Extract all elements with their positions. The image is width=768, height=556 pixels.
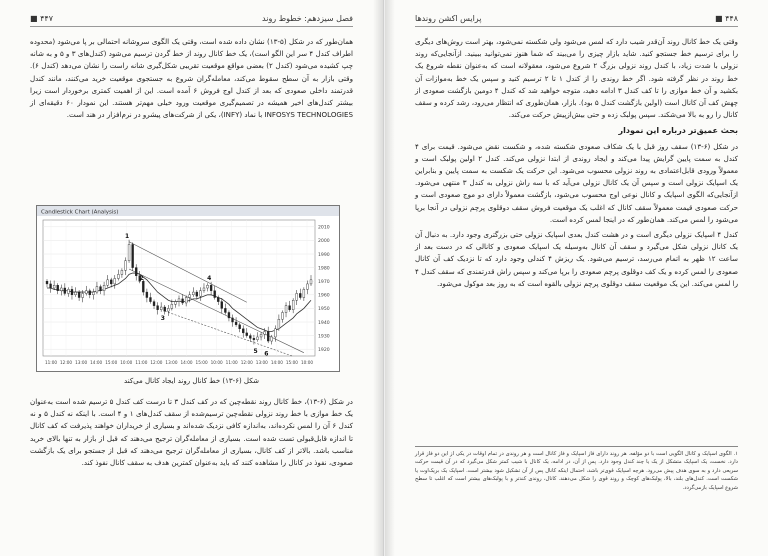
- paragraph: در شکل (۶-۱۳)، خط کانال روند نقطه‌چین که در کف کندل ۳ تا درست کف کندل ۵ ترسیم شده است به‌عنوان یک خط موازی با خط روند نزولی نقطه‌چین ترسیم‌شده از سقف کندل‌های ۱ و ۴ است. با اینکه نه کندل ۵ و نه کندل ۶ آن را لمس نکرده‌اند، به‌اندازه کافی نزدیک شده‌اند و بسیاری از خریداران خواهند پذیرفت که کف کانال تا اندازه قابل‌قبولی تست شده است. بسیاری از معامله‌گران ترجیح می‌دهند که قبل از بازار به تنها بالای خرید مناسب باشد. بالاتر از کف کانال، بسیاری از معامله‌گران ترجیح می‌دهند که قبل از جستجو برای یک بازگشت صعودی، نفوذ در کانال را مشاهده کنند که باید به‌عنوان کمترین هدف به سقف کانال نفوذ کند.: [30, 397, 354, 468]
- candle: [274, 329, 276, 337]
- candle: [171, 304, 173, 308]
- x-tick-label: 10:00: [210, 360, 223, 365]
- right-page: [384, 0, 768, 556]
- candle: [235, 322, 237, 325]
- paragraph: وقتی یک خط کانال روند آن‌قدر شیب دارد که لمس می‌شود ولی شکسته نمی‌شود، بهتر است روش‌های دیگری را برای ترسیم خط جستجو کنید. شاید بازار چیزی را می‌بیند که شما هنوز نمی‌توانید ببینید. ازآنجایی‌که روند نزولی با شدت زیاد، با کندل روند نزولی بزرگ ۲ شروع می‌شود، معقولانه است که به‌عنوان نقطه شروع یک خط روند در نظر گرفته شود. اگر خط روندی را از کندل ۱ تا ۲ ترسیم کنید و سپس یک خط به‌موازات آن بکشید و آن خط موازی را تا کف کندل ۳ ادامه دهید، متوجه خواهید شد که کندل ۴ دومین بازگشت صعودی از چهش کف آن کانال است (اولین بازگشت کندل ۵ بود). بازار، همان‌طوری که انتظار می‌رود، رشد کرده و سقف کانال را رو به بالا می‌شکند. سپس پولبک زده و حتی بیش‌ازپیش حرکت می‌کند.: [415, 37, 738, 120]
- candle: [207, 285, 209, 288]
- candle: [249, 336, 251, 339]
- candlestick-chart-figure: [36, 205, 340, 372]
- candle: [57, 285, 59, 290]
- swing-point-label: 3: [160, 315, 165, 323]
- candle: [167, 308, 169, 311]
- candle: [260, 334, 262, 337]
- candle: [128, 244, 130, 260]
- candle: [53, 285, 55, 288]
- candle: [110, 280, 112, 284]
- candle: [107, 280, 109, 285]
- candle: [196, 292, 198, 296]
- y-tick-label: 1970: [318, 280, 330, 285]
- x-tick-label: 12:00: [150, 360, 163, 365]
- x-tick-label: 15:00: [195, 360, 208, 365]
- candle: [278, 319, 280, 329]
- x-tick-label: 10:00: [300, 360, 314, 365]
- x-tick-label: 12:00: [60, 360, 73, 365]
- candle: [292, 300, 294, 310]
- candle: [214, 291, 216, 298]
- x-tick-label: 11:00: [44, 360, 58, 365]
- candle: [296, 293, 298, 300]
- candle: [232, 318, 234, 322]
- left-page-text: [30, 36, 353, 124]
- candle: [185, 298, 187, 303]
- candlestick-chart: [37, 206, 339, 371]
- candle: [114, 278, 116, 283]
- left-page-text-after-figure: [30, 396, 353, 472]
- right-page-header: [415, 14, 738, 27]
- section-heading: بحث عمیق‌تر درباره این نمودار: [618, 126, 738, 136]
- candle: [253, 338, 255, 339]
- candle: [117, 274, 119, 278]
- x-tick-label: 15:00: [285, 360, 298, 365]
- candle: [310, 280, 312, 284]
- left-page-header: [30, 14, 353, 27]
- candle: [82, 293, 84, 297]
- page-gutter-shadow: [373, 0, 383, 556]
- candle: [221, 302, 223, 309]
- candle: [146, 292, 148, 297]
- candle: [239, 325, 241, 329]
- candle: [217, 298, 219, 302]
- x-tick-label: 11:00: [135, 360, 148, 365]
- candle: [100, 287, 102, 291]
- candle: [271, 337, 273, 341]
- candle: [174, 302, 176, 305]
- figure-caption: شکل (۶-۱۳) خط کانال روند ایجاد کانال می‌کند: [124, 377, 259, 385]
- swing-point-label: 6: [264, 350, 269, 358]
- page-number: ۴۴۸ ■: [715, 14, 738, 23]
- candle: [89, 291, 91, 295]
- x-tick-label: 13:00: [75, 360, 88, 365]
- candle: [153, 302, 155, 306]
- x-tick-label: 13:00: [165, 360, 178, 365]
- paragraph: همان‌طور که در شکل (۵-۱۳) نشان داده شده است، وقتی یک الگوی سروشانه احتمالی بر پا می‌شود (محدوده اطراف کندل ۴ سر این الگو است)، یک خط کانال روند از خط گردن ترسیم می‌شود (کندل‌های ۳ و ۵ و به شانه چپ کشیده می‌شود (کندل ۲) بعضی مواقع موقعیت تقریبی شکل‌گیری شانه راست را نشان می‌دهد (کندل ۶). وقتی بازار به آن سطح سقوط می‌کند، معامله‌گران شروع به جستجوی موقعیت خرید می‌کنند، مانند کندل قدرتمند داخلی صعودی که بعد از کندل اوج فروش ۶ آمده است. این از اهمیت کمتری برخوردار است زیرا بیشتر کندل‌های اخیر همیشه در تصمیم‌گیری موقعیت ورود خیلی مهم‌تر هستند. این نمودار ۶۰ دقیقه‌ای از INFOSYS TECHNOLOGIES با نماد (INFY)، یکی از شرکت‌های پیشرو در نرم‌افزار در هند است.: [30, 37, 353, 120]
- candle: [199, 291, 201, 296]
- candle: [242, 329, 244, 333]
- candle: [50, 284, 52, 288]
- chart-header: Candlestick Chart (Analysis): [41, 209, 119, 216]
- candle: [142, 281, 144, 292]
- candle: [281, 312, 283, 319]
- page-gutter-shadow: [385, 0, 395, 556]
- candle: [96, 287, 98, 292]
- candle: [103, 285, 105, 290]
- candle: [160, 307, 162, 310]
- candle: [164, 307, 166, 311]
- candle: [192, 292, 194, 295]
- candle: [64, 288, 66, 293]
- candle: [46, 281, 48, 284]
- footnote: ۱. الگوی اسپایک و کانال الگویی است با دو مؤلفه. هر روند دارای فاز اسپایک و فاز کانال است و هر روندی در تمام اوقات در یکی از این دو فاز قرار دارد. نخست، یک اسپایک متشکل از یک یا چند کندل وجود دارد. پس از آن، در ادامه، یک کانال با شیب کمتر شکل می‌گیرد که در آن قیمت حرکت سریعی دارد و به سوی هدف پیش می‌رود. هرچه اسپایک قوی‌تر باشد، احتمال اینکه کانال پس از آن تشکیل شود بیشتر است. اسپایک یک بریک‌اوت یا شکست است. کندل‌های بلند، بالا، پولبک‌های کوچک و روند قوی را شکل می‌دهند. کانال، روندی کندتر و با پولبک‌های بیشتر است که اغلب تا سطح شروع اسپایک بازمی‌گردد.: [415, 446, 738, 492]
- swing-point-label: 1: [125, 232, 130, 240]
- swing-point-label: 5: [253, 347, 258, 355]
- candle: [267, 332, 269, 342]
- x-tick-label: 10:00: [120, 360, 133, 365]
- y-tick-label: 2000: [318, 239, 330, 245]
- x-tick-label: 12:00: [240, 360, 253, 365]
- y-tick-label: 1920: [318, 348, 330, 353]
- running-title: فصل سیزدهم: خطوط روند: [262, 14, 353, 23]
- x-tick-label: 14:00: [90, 360, 103, 365]
- candle: [306, 284, 308, 289]
- candle: [289, 306, 291, 310]
- candle: [285, 306, 287, 313]
- x-tick-label: 14:00: [270, 360, 283, 365]
- candle: [203, 288, 205, 291]
- x-tick-label: 11:00: [225, 360, 238, 365]
- candle: [189, 295, 191, 298]
- right-page-text: [415, 36, 738, 293]
- candle: [299, 293, 301, 297]
- running-title: پرایس اکشن روندها: [415, 14, 482, 23]
- candle: [257, 337, 259, 340]
- candle: [178, 299, 180, 302]
- swing-point-label: 4: [207, 274, 212, 282]
- y-tick-label: 1940: [318, 320, 330, 326]
- candle: [75, 292, 77, 295]
- y-tick-label: 1930: [318, 334, 330, 340]
- candle: [182, 299, 184, 303]
- candle: [224, 308, 226, 312]
- candle: [67, 289, 69, 293]
- candle: [303, 289, 305, 297]
- candle: [60, 288, 62, 291]
- x-tick-label: 13:00: [255, 360, 268, 365]
- candle: [135, 268, 137, 276]
- y-tick-label: 1960: [318, 293, 330, 299]
- page-number: ۴۴۷ ■: [30, 14, 53, 23]
- x-tick-label: 14:00: [180, 360, 193, 365]
- candle: [71, 289, 73, 294]
- x-tick-label: 15:00: [105, 360, 118, 365]
- y-tick-label: 2010: [318, 225, 330, 231]
- y-tick-label: 1950: [318, 307, 330, 313]
- y-tick-label: 1990: [318, 252, 330, 258]
- candle: [210, 285, 212, 290]
- y-tick-label: 1980: [318, 266, 330, 272]
- candle: [78, 292, 80, 297]
- swing-point-label: 2: [139, 274, 144, 282]
- candle: [157, 306, 159, 310]
- candle: [228, 312, 230, 317]
- paragraph: در شکل (۶-۱۳) سقف روز قبل با یک شکاف صعودی شکسته شده، و شکست نقض می‌شود. قیمت برای ۴ کندل به سمت پایین گرایش پیدا می‌کند و ایجاد روندی از ابتدا نزولی می‌کند. کندل ۲ اولین پولبک است و معمولاً ورودی قابل‌اعتمادی به روند نزولی محسوب می‌شود. این حرکت یک شکست به سمت پایین و بنابراین یک اسپایک نزولی است و سپس آن یک کانال نزولی می‌آید که با سه راش نزولی به کندل ۳ منتهی می‌شود. ازآنجایی‌که الگوی اسپایک و کانال نوعی اوج محسوب می‌شود، بازگشت معمولاً دارای دو موج صعودی است و حرکت صعودی قیمت معمولاً سقف کانال که اغلب یک موقعیت فروش سقف دوقلوی پرچم نزولی در آنجا برپا می‌شود را لمس می‌کند. همان‌طور که در اینجا لمس کرده است.: [415, 141, 738, 224]
- paragraph: کندل ۴ اسپایک نزولی دیگری است و در هشت کندل بعدی اسپایک نزولی حتی بزرگتری وجود دارد. به دنبال آن یک کانال نزولی شکل می‌گیرد و سقف آن کانال به‌وسیله یک اسپایک صعودی و کانالی که در دست بعد از ساعت ۱۲ ظهر به اتمام می‌رسد، ترسیم می‌شود. یک ریزش ۴ کندلی وجود دارد که تا نزدیک کف آن کانال صعودی را لمس کرده و یک کف دوقلوی پرچم صعودی را برپا می‌کند و سپس راش قدرتمندی که سقف کندل ۴ را لمس می‌کند. این یک موقعیت سقف دوقلوی پرچم نزولی بالقوه است که به روز بعد موکول می‌شود.: [415, 230, 739, 288]
- candle: [85, 291, 87, 294]
- candle: [121, 270, 123, 274]
- candle: [92, 292, 94, 295]
- candle: [264, 332, 266, 335]
- candle: [246, 333, 248, 336]
- candle: [149, 298, 151, 302]
- candle: [125, 261, 127, 271]
- candle: [132, 244, 134, 267]
